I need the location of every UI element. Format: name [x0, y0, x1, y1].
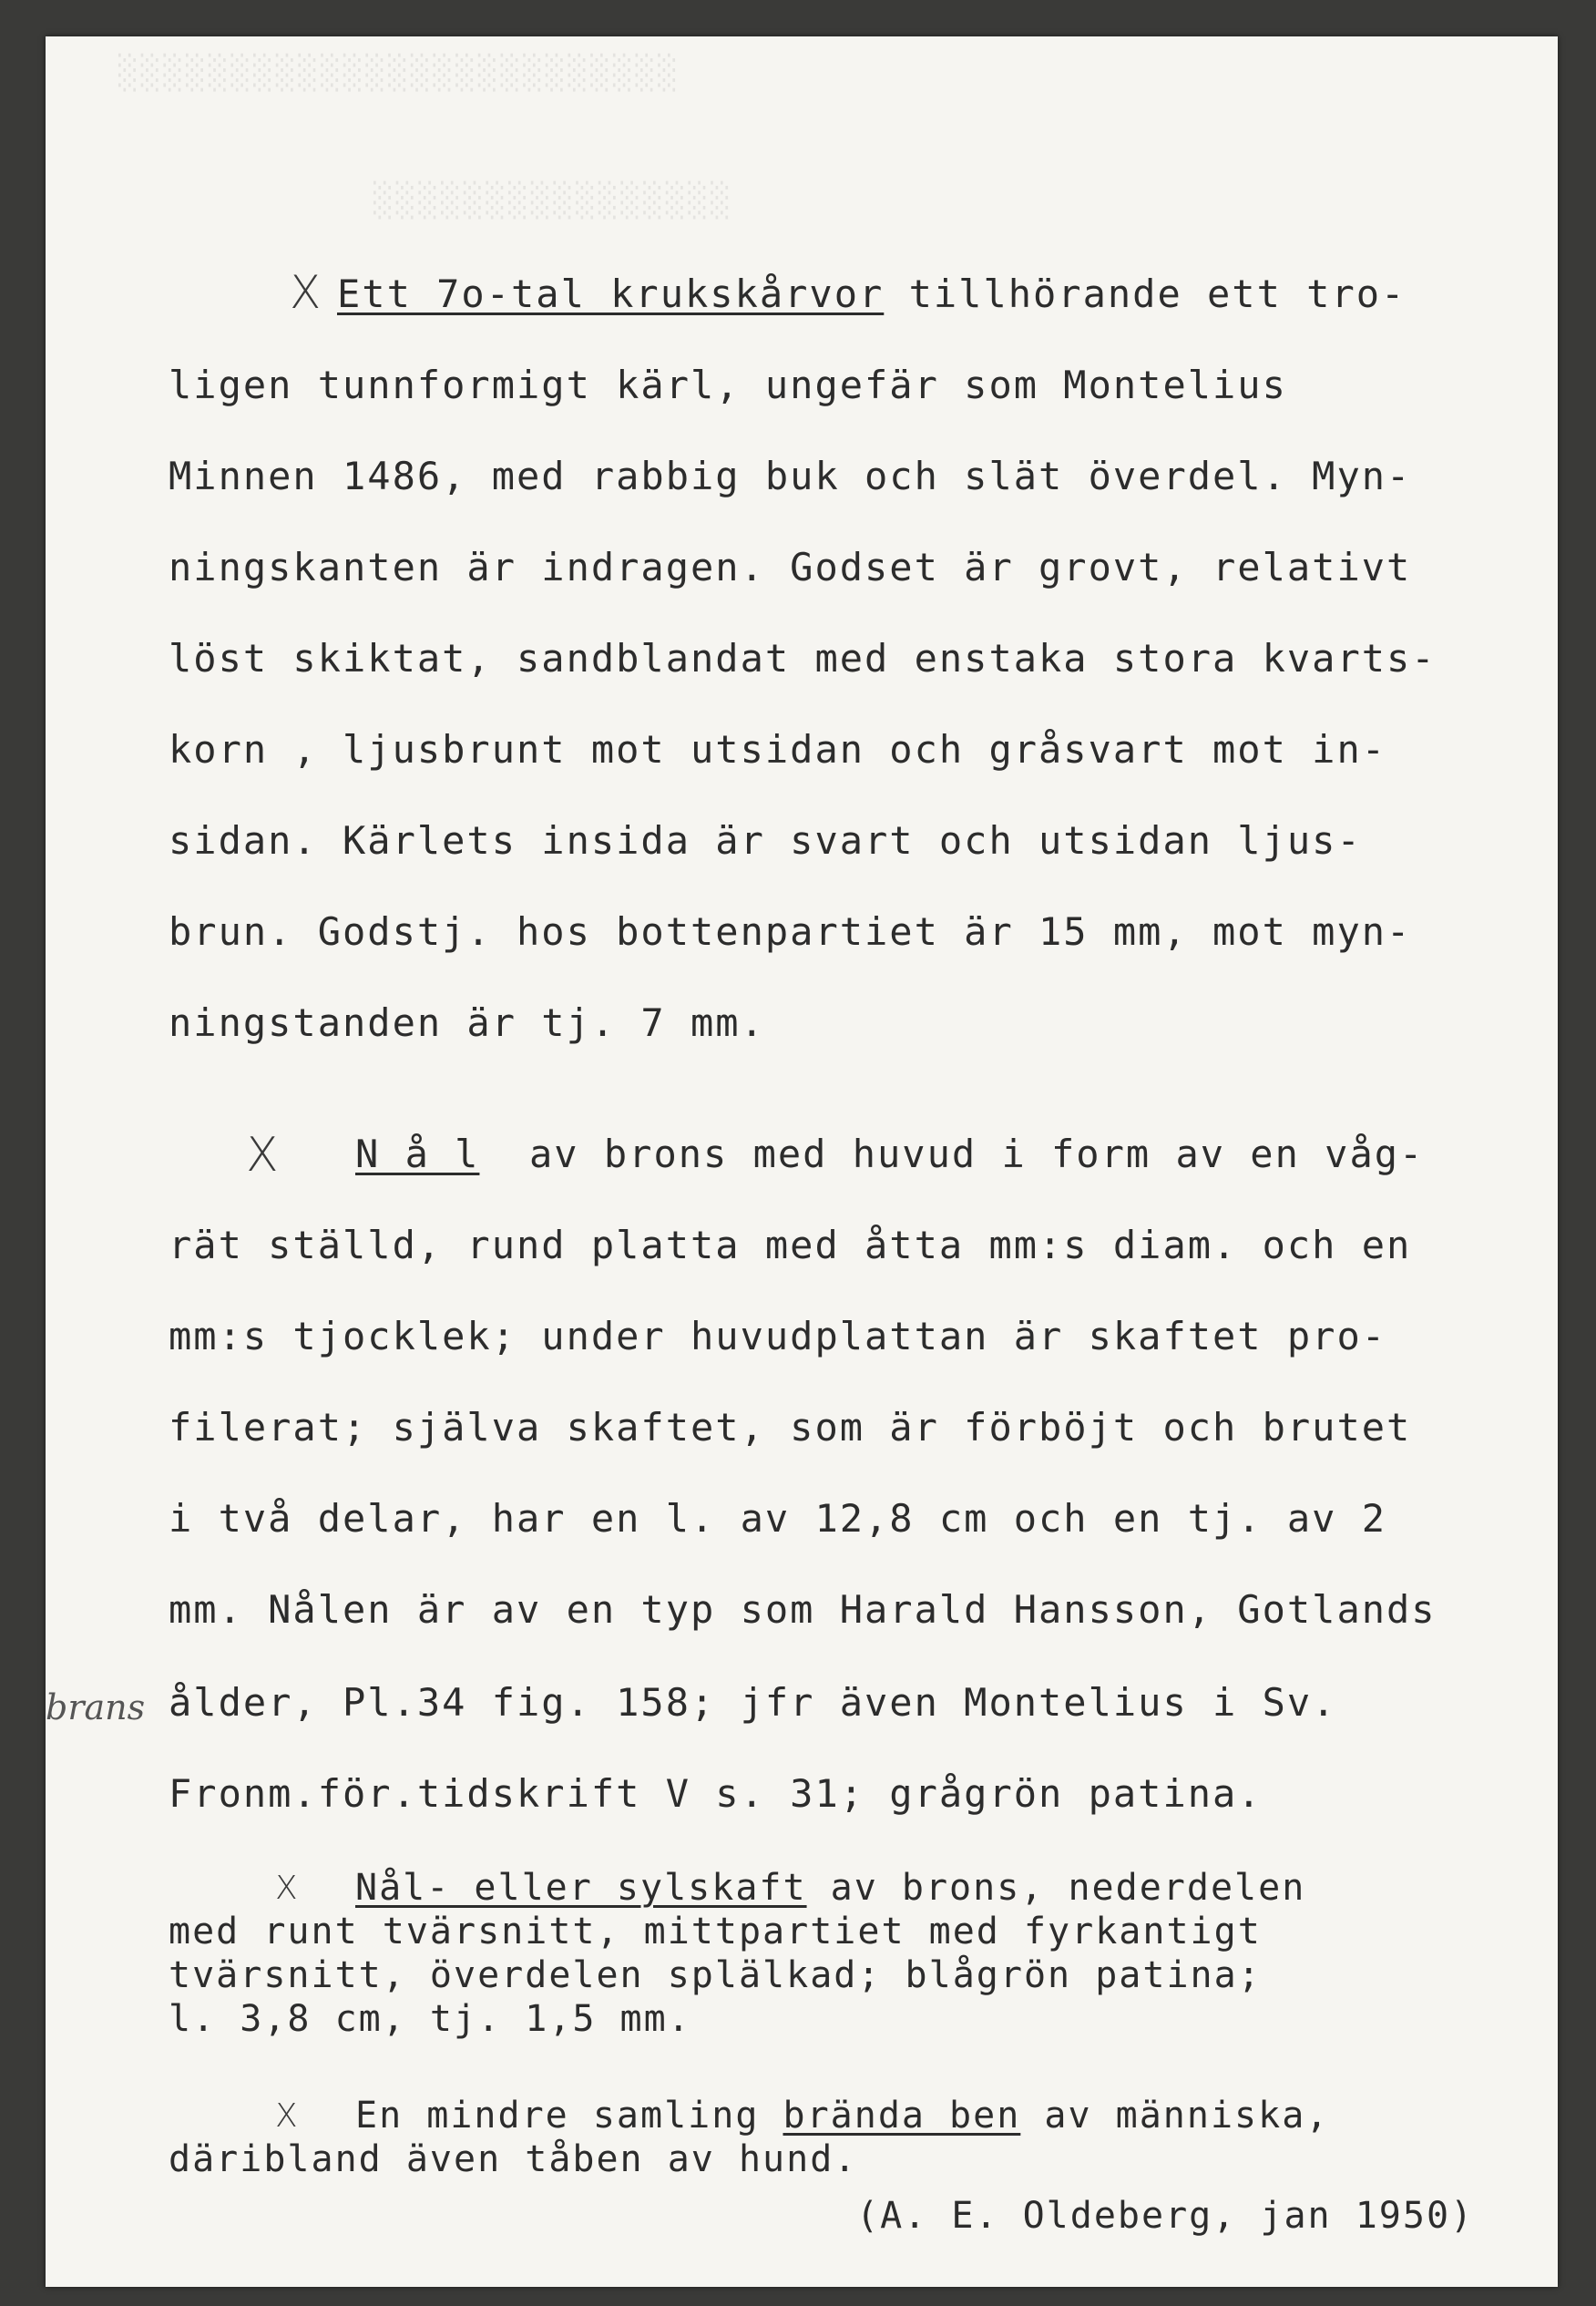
text-line: rät ställd, rund platta med åtta mm:s diam. och en: [169, 1223, 1412, 1267]
paragraph-4-heading: brända ben: [783, 2095, 1021, 2137]
text-line: däribland även tåben av hund.: [169, 2138, 858, 2180]
paragraph-1-heading: Ett 7o-tal krukskårvor: [337, 272, 885, 316]
text-line: En mindre samling: [355, 2095, 783, 2137]
check-mark: X: [290, 266, 322, 319]
show-through-text: ░░░░░░░░░░░░░░░░: [373, 182, 733, 220]
text-line: filerat; själva skaftet, som är förböjt och brutet: [169, 1405, 1412, 1450]
text-line: ligen tunnformigt kärl, ungefär som Montelius: [169, 363, 1287, 407]
text-line: mm:s tjocklek; under huvudplattan är skaftet pro-: [169, 1314, 1387, 1358]
show-through-text: ░░░░░░░░░░░░░░░░░░░░░░░░░: [118, 55, 680, 92]
text-line: löst skiktat, sandblandat med enstaka stora kvarts-: [169, 636, 1437, 681]
paragraph-3-first-line: [355, 1866, 1305, 1910]
handwritten-margin-note: brans: [46, 1687, 146, 1727]
text-line: brun. Godstj. hos bottenpartiet är 15 mm, mot myn-: [169, 909, 1412, 954]
index-card: [46, 36, 1558, 2287]
text-line: tillhörande ett tro-: [884, 272, 1407, 316]
text-line: korn , ljusbrunt mot utsidan och gråsvart mot in-: [169, 727, 1387, 772]
check-mark: X: [246, 1128, 279, 1183]
text-line: av brons, nederdelen: [806, 1867, 1306, 1909]
paragraph-2-heading: N å l: [355, 1132, 480, 1176]
signature-line: (A. E. Oldeberg, jan 1950): [856, 2195, 1475, 2237]
text-line: ningskanten är indragen. Godset är grovt, relativt: [169, 545, 1412, 589]
text-line: av brons med huvud i form av en våg-: [479, 1132, 1425, 1176]
text-line: Fronm.för.tidskrift V s. 31; grågrön patina.: [169, 1771, 1263, 1816]
text-line: Minnen 1486, med rabbig buk och slät överdel. Myn-: [169, 454, 1412, 498]
paragraph-3-heading: Nål- eller sylskaft: [355, 1867, 807, 1909]
paragraph-1-first-line: [337, 272, 1406, 316]
check-mark: X: [275, 2097, 298, 2135]
text-line: i två delar, har en l. av 12,8 cm och en tj. av 2: [169, 1496, 1387, 1541]
paragraph-4-first-line: [355, 2094, 1329, 2137]
text-line: ningstanden är tj. 7 mm.: [169, 1000, 765, 1045]
text-line: ålder, Pl.34 fig. 158; jfr även Montelius i Sv.: [169, 1680, 1337, 1725]
paragraph-2-first-line: [355, 1132, 1424, 1176]
text-line: sidan. Kärlets insida är svart och utsidan ljus-: [169, 818, 1362, 863]
text-line: l. 3,8 cm, tj. 1,5 mm.: [169, 1998, 691, 2040]
text-line: tvärsnitt, överdelen splälkad; blågrön patina;: [169, 1954, 1262, 1996]
check-mark: X: [275, 1870, 298, 1907]
text-line: mm. Nålen är av en typ som Harald Hansson, Gotlands: [169, 1587, 1437, 1632]
text-line: med runt tvärsnitt, mittpartiet med fyrkantigt: [169, 1911, 1262, 1952]
text-line: av människa,: [1020, 2095, 1330, 2137]
